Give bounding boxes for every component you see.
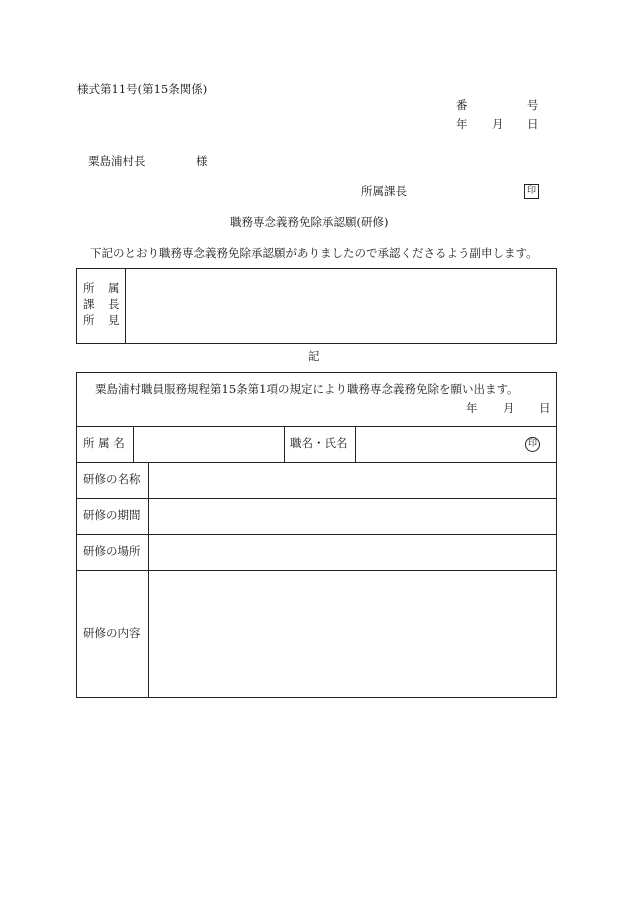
seal-icon: 印	[525, 437, 540, 452]
date-day: 日	[527, 117, 539, 131]
col-divider	[133, 426, 134, 462]
col-divider	[284, 426, 285, 462]
training-location-label: 研修の場所	[83, 544, 141, 558]
addressee: 粟島浦村長	[88, 154, 146, 168]
training-period-label: 研修の期間	[83, 508, 141, 522]
date-month: 月	[492, 117, 504, 131]
application-date-month: 月	[503, 401, 515, 415]
opinion-label-2a: 課	[83, 297, 95, 311]
training-name-field[interactable]	[155, 466, 550, 494]
doc-number-prefix: 番	[456, 98, 468, 112]
row-divider	[76, 426, 557, 427]
training-period-field[interactable]	[155, 502, 550, 530]
name-label: 職名・氏名	[290, 436, 348, 450]
application-date-year: 年	[466, 401, 478, 415]
addressee-honorific: 様	[196, 154, 208, 168]
opinion-label-1a: 所	[83, 281, 95, 295]
opinion-label-3b: 見	[108, 313, 120, 327]
intro-text: 下記のとおり職務専念義務免除承認願がありましたので承認くださるよう副申します。	[90, 246, 538, 260]
affiliation-field[interactable]	[138, 430, 278, 458]
application-date-day: 日	[539, 401, 551, 415]
application-statement: 粟島浦村職員服務規程第15条第1項の規定により職務専念義務免除を願い出ます。	[95, 382, 519, 396]
submitter-label: 所属課長	[361, 184, 407, 198]
col-divider	[148, 462, 149, 698]
ki-heading: 記	[308, 349, 320, 363]
date-year: 年	[456, 117, 468, 131]
seal-icon: 印	[524, 184, 539, 199]
affiliation-label: 所 属 名	[83, 436, 125, 450]
col-divider	[355, 426, 356, 462]
opinion-label-3a: 所	[83, 313, 95, 327]
opinion-label-2b: 長	[108, 297, 120, 311]
training-name-label: 研修の名称	[83, 472, 141, 486]
opinion-value-field[interactable]	[132, 276, 547, 336]
page-title: 職務専念義務免除承認願(研修)	[230, 215, 389, 229]
training-content-field[interactable]	[155, 576, 550, 692]
opinion-box-divider	[125, 268, 126, 344]
opinion-label-1b: 属	[108, 281, 120, 295]
form-number: 様式第11号(第15条関係)	[77, 82, 208, 96]
training-location-field[interactable]	[155, 538, 550, 566]
doc-number-suffix: 号	[527, 98, 539, 112]
name-field[interactable]	[360, 430, 510, 458]
training-content-label: 研修の内容	[83, 626, 141, 640]
